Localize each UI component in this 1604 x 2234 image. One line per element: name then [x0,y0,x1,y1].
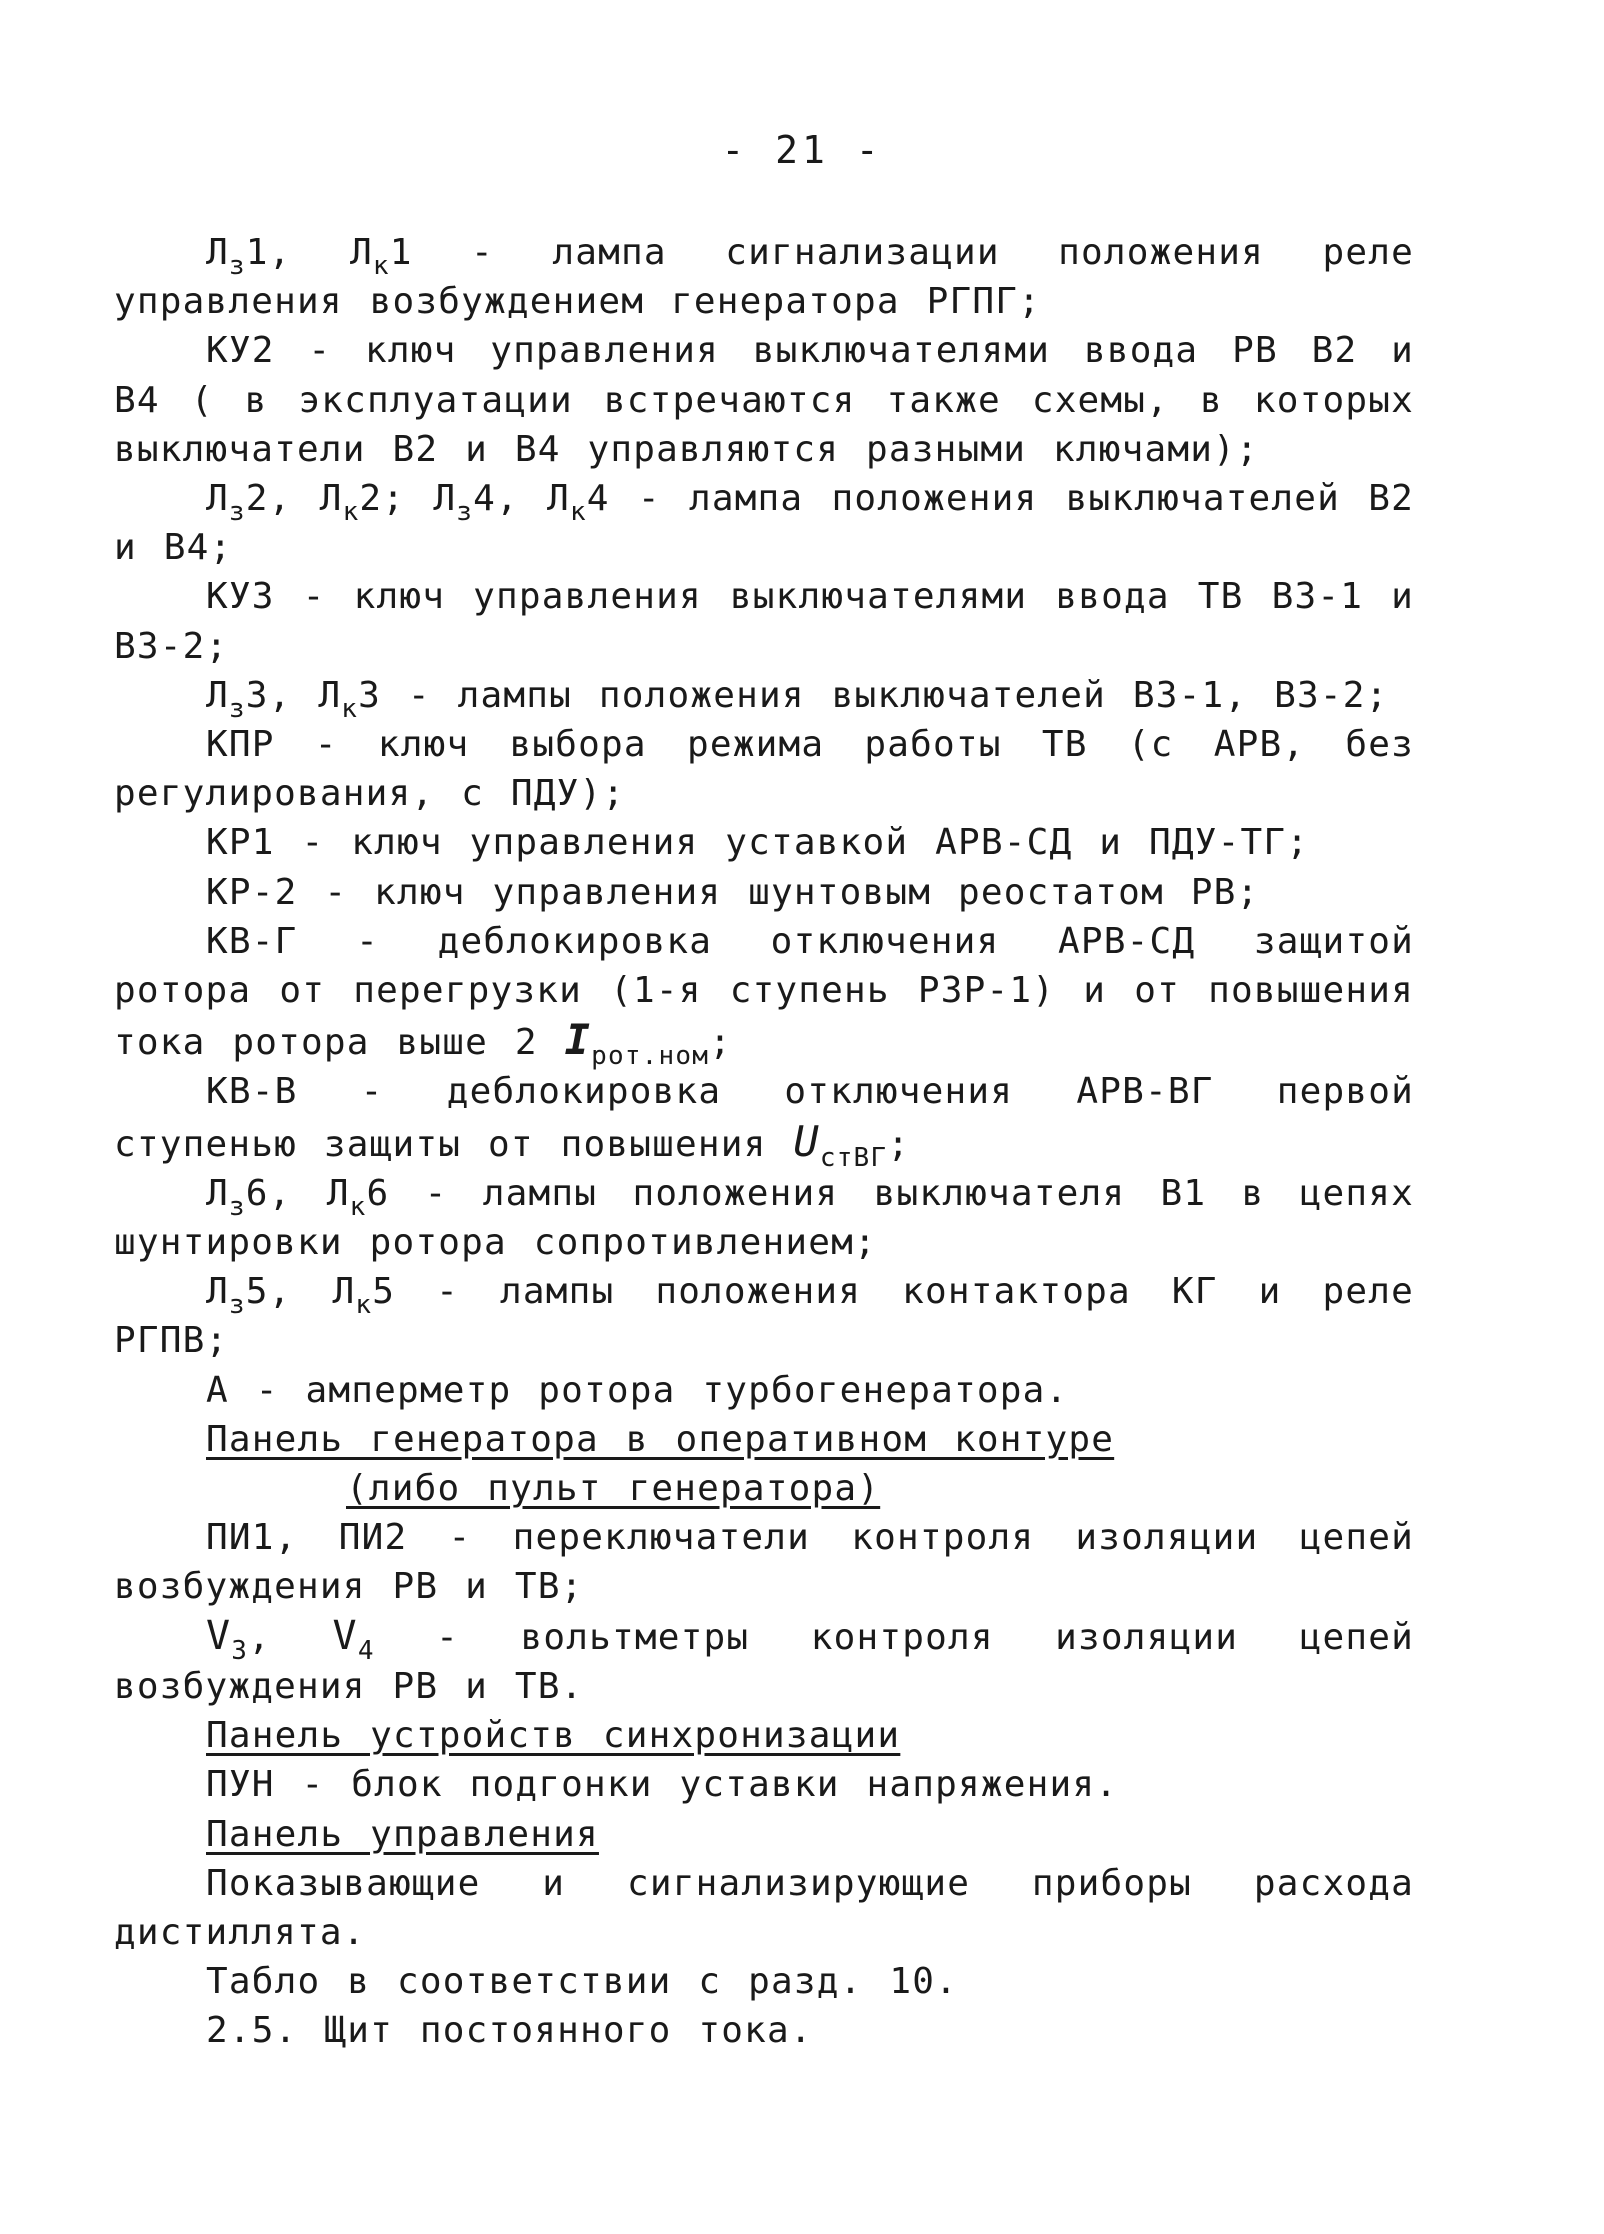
text-run: 1 - лампа сигнализации положения реле управления возбуждением генератора РГПГ; [114,232,1414,323]
text-run: 4 - лампа положения выключателей В2 и В4; [114,478,1415,569]
text-run: 2, Л [245,478,343,520]
text-run: Л [206,674,229,716]
text-run: 2; Л [359,478,457,520]
text-run: 2.5. Щит постоянного тока. [206,2010,813,2052]
text-run: ПИ1, ПИ2 - переключатели контроля изоляции цепей возбуждения РВ и ТВ; [114,1517,1414,1608]
subscript: к [349,1191,367,1222]
text-run: 3, Л [245,674,342,716]
text-run: Л [206,478,229,520]
text-run: 5 - лампы положения контактора КГ и реле РГПВ; [114,1271,1415,1362]
text-run: КР-2 - ключ управления шунтовым реостатом РВ; [206,871,1260,913]
subscript: к [341,693,359,724]
text-run: А - амперметр ротора турбогенератора. [206,1369,1069,1411]
text-run: КПР - ключ выбора режима работы ТВ (с АРВ, без регулирования, с ПДУ); [114,724,1414,815]
text-run: Панель управления [206,1813,599,1855]
symbol: I [564,1015,592,1065]
subscript: к [355,1290,373,1321]
paragraph [114,818,1414,867]
paragraph [114,1760,1414,1809]
text-run: 1, Л [245,232,373,273]
section-heading [114,1415,1414,1464]
paragraph [114,868,1414,917]
document-body [114,228,1414,2056]
paragraph [114,1267,1414,1365]
text-run: Л [206,1172,229,1214]
paragraph [114,1169,1414,1267]
subscript: з [456,497,474,528]
text-run: ПУН - блок подгонки уставки напряжения. [206,1764,1119,1806]
paragraph [114,671,1414,724]
text-run: 6, Л [245,1172,350,1214]
page-number: - 21 - [721,128,883,172]
text-run: 6 - лампы положения выключателя В1 в цепях шунтировки ротора сопротивлением; [114,1172,1415,1264]
subscript: к [372,251,390,281]
text-run: - вольтметры контроля изоляции цепей возбуждения РВ и ТВ. [114,1616,1414,1707]
subscript: з [228,1191,246,1222]
paragraph [114,572,1414,670]
paragraph [114,1067,1414,1173]
subscript: 4 [357,1635,375,1666]
paragraph [114,2006,1414,2055]
text-run: Л [206,232,229,273]
paragraph [114,1957,1414,2006]
text-run: Л [206,1271,229,1313]
subscript: стВГ [819,1142,888,1173]
text-run: Панель генератора в оперативном контуре [206,1418,1115,1460]
subscript: к [569,497,587,528]
text-run: ; [887,1123,911,1165]
subscript: з [228,251,246,281]
subscript: з [228,1290,246,1321]
paragraph [114,228,1414,326]
symbol: V [332,1612,358,1659]
text-run: Панель устройств синхронизации [206,1715,901,1757]
paragraph [114,1859,1414,1957]
section-heading [114,1711,1414,1760]
subscript: з [228,497,246,528]
paragraph [114,1366,1414,1415]
paragraph [114,1513,1414,1611]
text-run: КУ2 - ключ управления выключателями ввода РВ В2 и В4 ( в эксплуатации встречаются также схемы, в которых выключатели В2 и В4 управляются разными ключами); [114,330,1414,470]
symbol: U [793,1116,820,1166]
text-run: 5, Л [245,1271,356,1313]
paragraph [114,326,1414,474]
text-run: КВ-В - деблокировка отключения АРВ-ВГ первой ступенью защиты от повышения [114,1071,1414,1165]
subscript: з [228,693,246,724]
section-heading [114,1810,1414,1859]
text-run: КР1 - ключ управления уставкой АРВ-СД и ПДУ-ТГ; [206,822,1310,864]
text-run: КВ-Г - деблокировка отключения АРВ-СД защитой ротора от перегрузки (1-я ступень РЗР-1) и от повышения тока ротора выше 2 [114,920,1414,1064]
subscript: рот.ном [591,1041,710,1072]
subscript: к [342,497,360,528]
paragraph [114,720,1414,818]
text-run: КУ3 - ключ управления выключателями ввода ТВ В3-1 и В3-2; [114,576,1414,667]
symbol: V [206,1612,232,1659]
paragraph [114,1612,1414,1711]
section-heading-continuation [114,1464,1414,1513]
text-run: 3 - лампы положения выключателей В3-1, В3-2; [358,674,1389,716]
text-run: 4, Л [473,478,570,520]
text-run: , [248,1616,333,1658]
text-run: ; [709,1022,732,1064]
text-run: Табло в соответствии с разд. 10. [206,1961,958,2003]
text-run: Показывающие и сигнализирующие приборы расхода дистиллята. [114,1862,1414,1953]
paragraph [114,474,1414,572]
text-run: (либо пульт генератора) [346,1468,881,1510]
paragraph [114,917,1414,1072]
subscript: 3 [231,1635,249,1666]
